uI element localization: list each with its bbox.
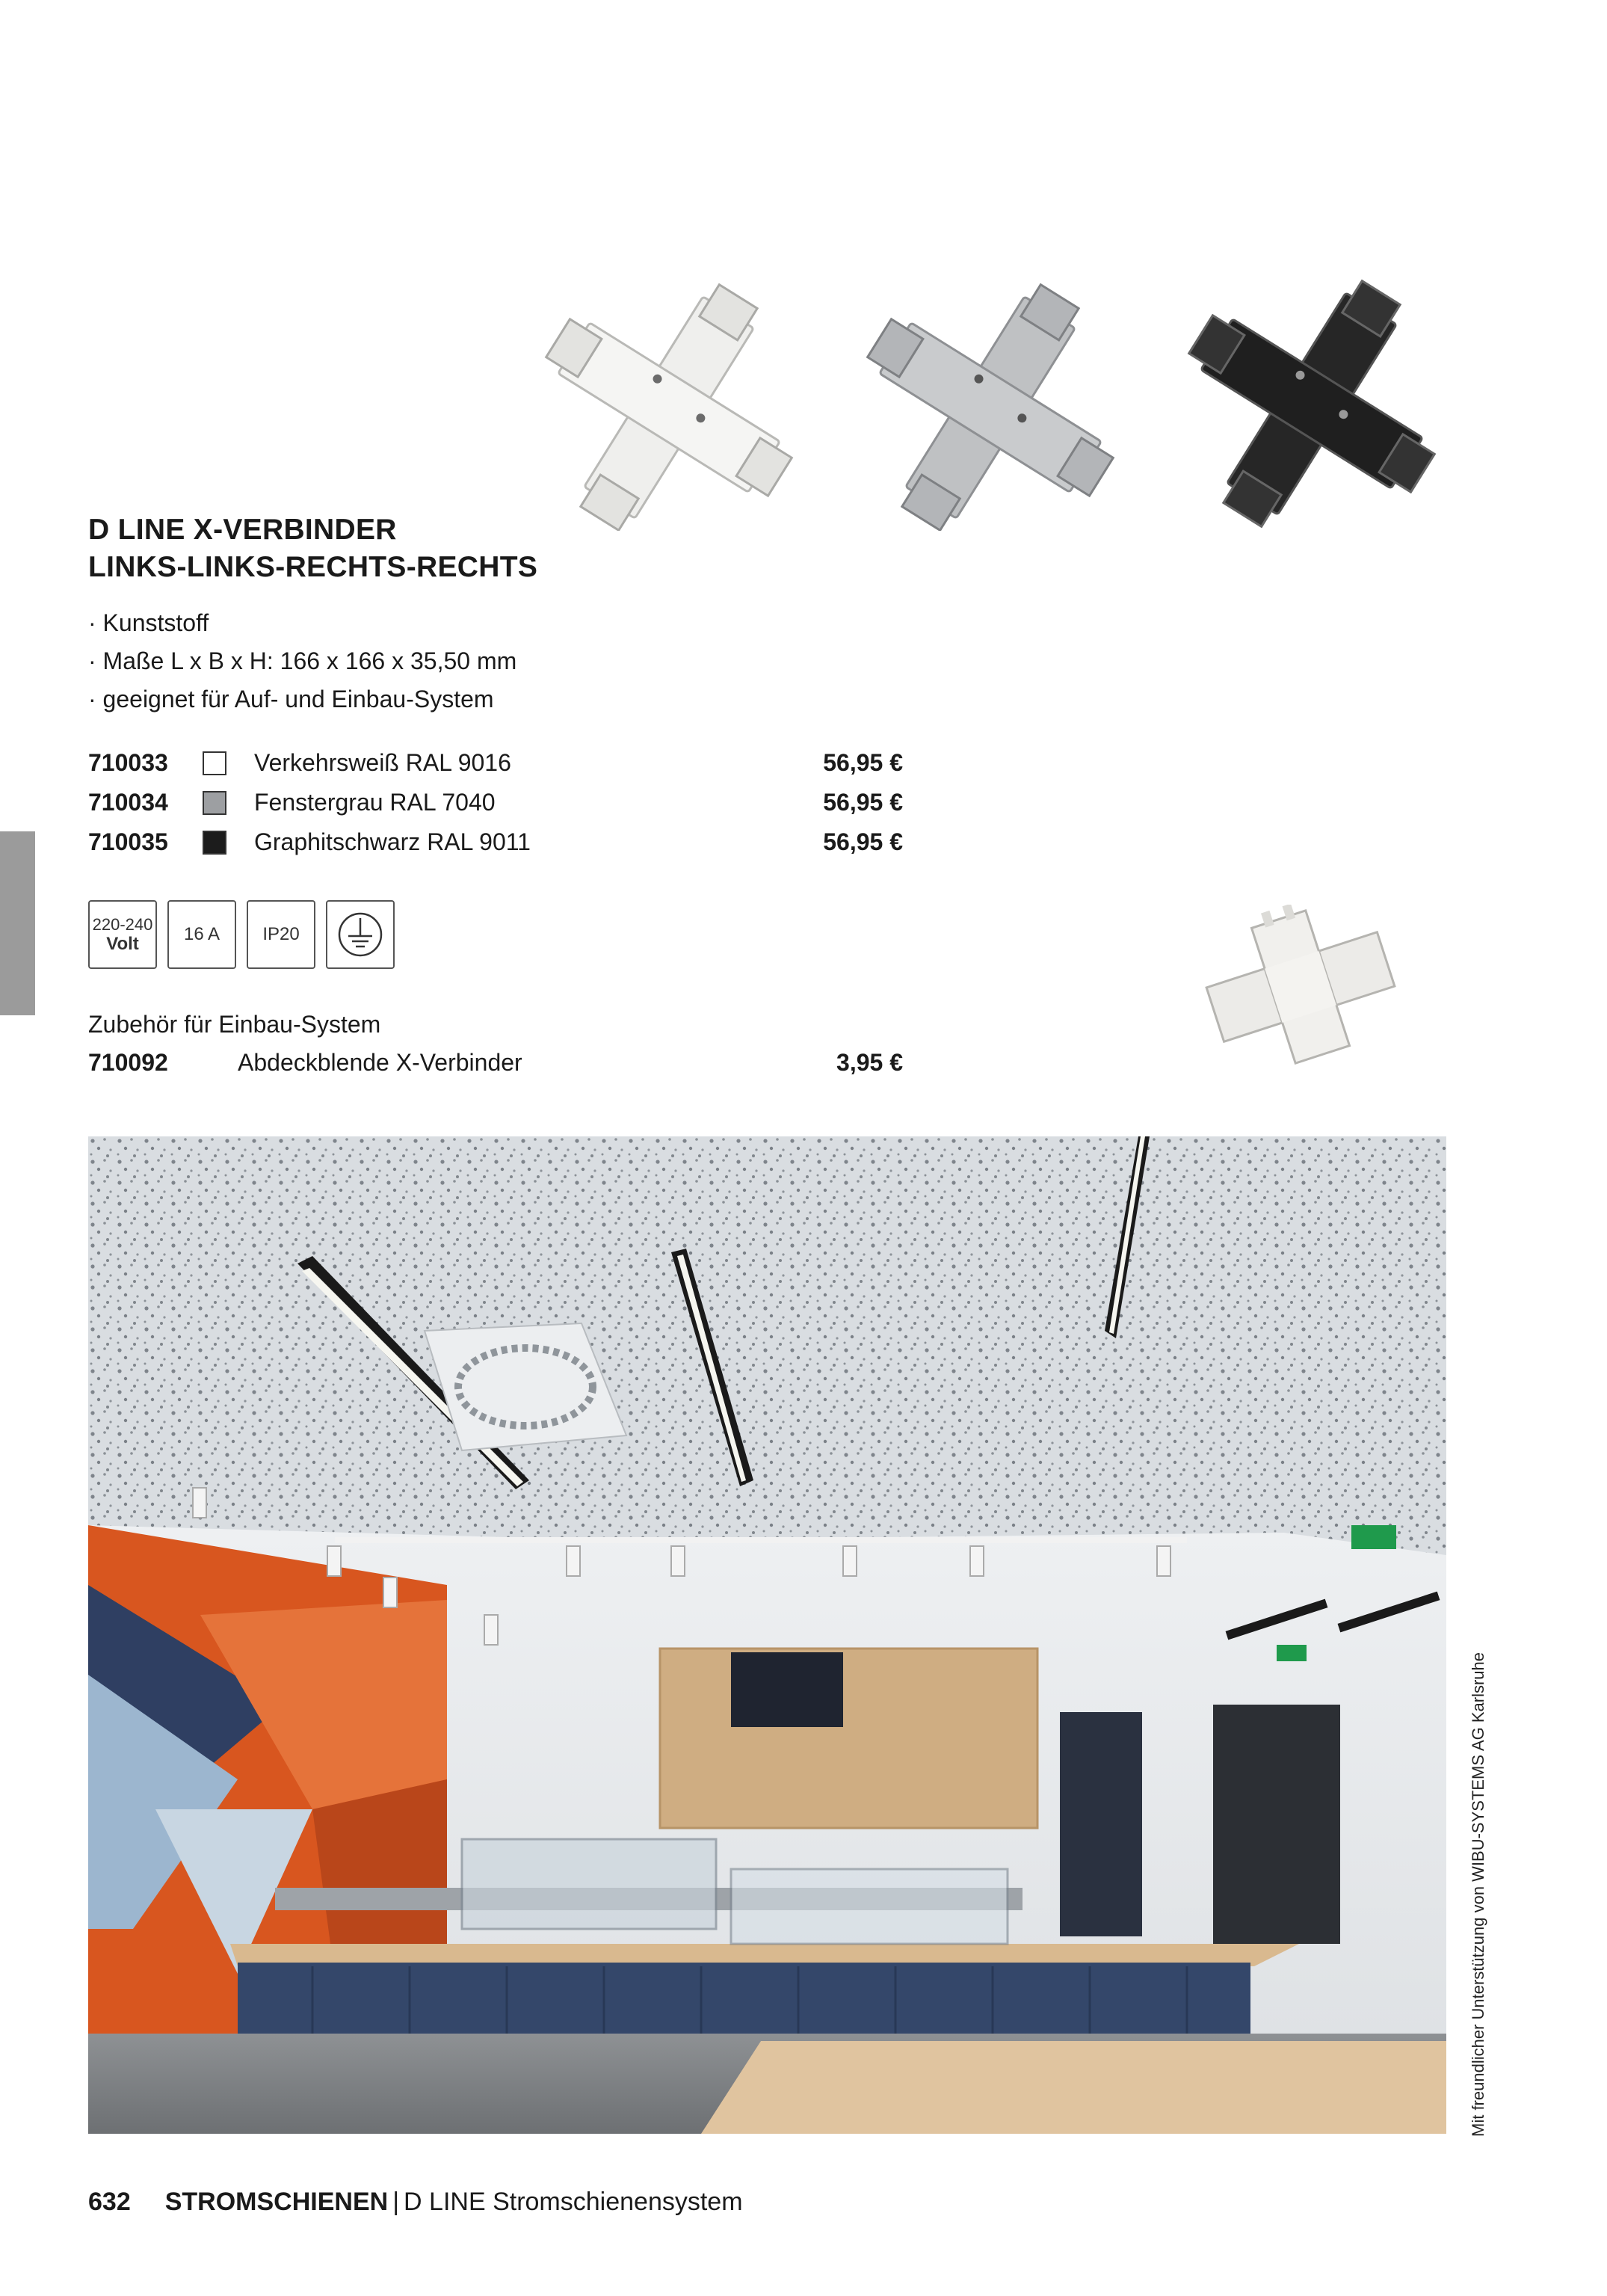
current-icon: 16 A	[167, 900, 236, 969]
feature-list	[88, 604, 516, 718]
accessory-row	[88, 1049, 903, 1086]
voltage-range: 220-240	[92, 915, 153, 934]
cover-plate-image	[1188, 905, 1413, 1069]
connector-black-image	[1182, 274, 1441, 531]
protective-earth-icon	[326, 900, 395, 969]
product-images	[516, 262, 1465, 531]
variant-row	[88, 784, 903, 824]
color-swatch	[203, 751, 226, 775]
accessory-name: Abdeckblende X-Verbinder	[238, 1049, 522, 1076]
article-number: 710033	[88, 749, 168, 776]
color-name: Graphitschwarz RAL 9011	[254, 828, 531, 855]
price: 56,95 €	[823, 789, 903, 816]
voltage-unit: Volt	[106, 934, 139, 954]
chapter-tab	[0, 831, 35, 1015]
feature-system: · geeignet für Auf- und Einbau-System	[88, 686, 494, 713]
protection-class-icon: IP20	[247, 900, 315, 969]
color-swatch	[203, 831, 226, 855]
price: 3,95 €	[836, 1049, 903, 1076]
section-title: STROMSCHIENEN	[164, 2188, 389, 2216]
page-number: 632	[88, 2188, 131, 2216]
price: 56,95 €	[823, 828, 903, 855]
title-line-1: D LINE X-VERBINDER	[88, 514, 397, 546]
title-line-2: LINKS-LINKS-RECHTS-RECHTS	[88, 551, 538, 583]
footer-separator: |	[392, 2188, 400, 2216]
subsection-title: D LINE Stromschienensystem	[404, 2188, 743, 2216]
color-name: Fenstergrau RAL 7040	[254, 789, 496, 816]
variant-table	[88, 745, 903, 864]
connector-grey-image	[861, 278, 1120, 531]
photo-credit: Mit freundlicher Unterstützung von WIBU-SYSTEMS AG Karlsruhe	[1469, 1652, 1487, 2137]
voltage-icon	[88, 900, 157, 969]
variant-row	[88, 745, 903, 784]
product-title	[88, 511, 537, 586]
article-number: 710035	[88, 828, 168, 855]
article-number: 710034	[88, 789, 168, 816]
feature-material: · Kunststoff	[88, 609, 209, 636]
color-name: Verkehrsweiß RAL 9016	[254, 749, 511, 776]
feature-dimensions: · Maße L x B x H: 166 x 166 x 35,50 mm	[88, 647, 517, 674]
accessory-heading: Zubehör für Einbau-System	[88, 1011, 381, 1038]
variant-row	[88, 824, 903, 864]
color-swatch	[203, 791, 226, 815]
interior-photo	[88, 1136, 1446, 2134]
connector-white-image	[540, 278, 798, 531]
page-footer	[88, 2188, 743, 2217]
article-number: 710092	[88, 1049, 168, 1076]
price: 56,95 €	[823, 749, 903, 776]
